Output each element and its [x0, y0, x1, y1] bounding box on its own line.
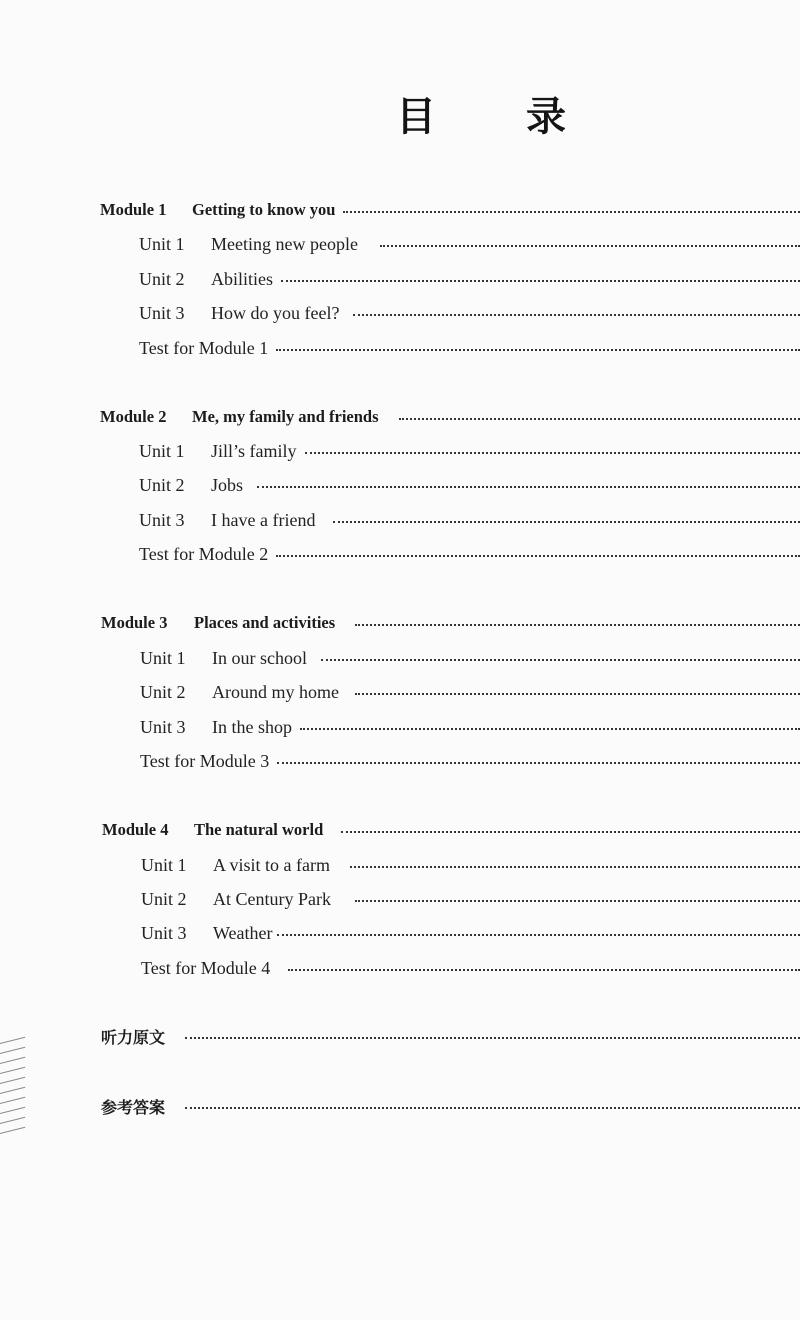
toc-unit[interactable] — [0, 300, 800, 326]
test-title: Test for Module 3 — [140, 750, 270, 771]
unit-number: Unit 1 — [141, 854, 187, 875]
module-title: Getting to know you — [192, 200, 336, 219]
unit-number: Unit 3 — [141, 922, 187, 943]
unit-title: Around my home — [212, 681, 339, 702]
dot-leader — [277, 762, 800, 764]
unit-number: Unit 3 — [139, 509, 185, 530]
toc-unit[interactable] — [0, 852, 800, 878]
unit-title: Weather — [213, 922, 273, 943]
dot-leader — [300, 728, 800, 730]
unit-number: Unit 3 — [139, 302, 185, 323]
toc-unit[interactable] — [0, 507, 800, 533]
test-title: Test for Module 1 — [139, 337, 269, 358]
toc-test[interactable] — [0, 748, 800, 774]
title-char-2: 录 — [526, 94, 566, 140]
unit-title: Jobs — [211, 474, 244, 495]
unit-title: Jill’s family — [211, 440, 297, 461]
unit-number: Unit 2 — [139, 474, 185, 495]
answer-key-label: 参考答案 — [101, 1097, 166, 1117]
toc-unit[interactable] — [0, 472, 800, 498]
dot-leader — [399, 418, 800, 420]
module-number: Module 1 — [100, 200, 167, 219]
toc-unit[interactable] — [0, 714, 800, 740]
toc-unit[interactable] — [0, 886, 800, 912]
unit-title: Abilities — [211, 268, 273, 289]
toc-unit[interactable] — [0, 266, 800, 292]
dot-leader — [355, 693, 800, 695]
unit-number: Unit 1 — [140, 647, 186, 668]
dot-leader — [321, 659, 800, 661]
page-title — [396, 92, 566, 142]
unit-number: Unit 3 — [140, 716, 186, 737]
dot-leader — [333, 521, 800, 523]
unit-number: Unit 2 — [140, 681, 186, 702]
module-number: Module 2 — [100, 407, 167, 426]
unit-title: In the shop — [212, 716, 292, 737]
listening-scripts-label: 听力原文 — [101, 1027, 166, 1047]
toc-test[interactable] — [0, 541, 800, 567]
toc-test[interactable] — [0, 955, 800, 981]
toc-unit[interactable] — [0, 679, 800, 705]
dot-leader — [305, 452, 800, 454]
toc-unit[interactable] — [0, 231, 800, 257]
test-title: Test for Module 4 — [141, 957, 271, 978]
toc-test[interactable] — [0, 335, 800, 361]
module-title: The natural world — [194, 820, 324, 839]
title-char-1: 目 — [396, 94, 436, 140]
unit-title: A visit to a farm — [213, 854, 330, 875]
dot-leader — [185, 1037, 800, 1039]
module-number: Module 4 — [102, 820, 169, 839]
test-title: Test for Module 2 — [139, 543, 269, 564]
dot-leader — [281, 280, 800, 282]
dot-leader — [350, 866, 800, 868]
dot-leader — [353, 314, 800, 316]
module-title: Me, my family and friends — [192, 407, 379, 426]
binding-edge-marks — [0, 1030, 28, 1140]
toc-unit[interactable] — [0, 645, 800, 671]
toc-answer-key[interactable] — [0, 1093, 800, 1119]
dot-leader — [343, 211, 800, 213]
dot-leader — [185, 1107, 800, 1109]
module-title: Places and activities — [194, 613, 336, 632]
unit-number: Unit 1 — [139, 440, 185, 461]
module-number: Module 3 — [101, 613, 168, 632]
toc-listening-scripts[interactable] — [0, 1023, 800, 1049]
unit-title: Meeting new people — [211, 233, 358, 254]
dot-leader — [276, 555, 800, 557]
toc-module-4[interactable] — [0, 817, 800, 843]
toc-module-2[interactable] — [0, 404, 800, 430]
toc-module-3[interactable] — [0, 610, 800, 636]
dot-leader — [288, 969, 800, 971]
dot-leader — [355, 900, 800, 902]
unit-title: In our school — [212, 647, 307, 668]
dot-leader — [276, 349, 800, 351]
dot-leader — [341, 831, 800, 833]
dot-leader — [380, 245, 800, 247]
unit-title: How do you feel? — [211, 302, 340, 323]
unit-number: Unit 1 — [139, 233, 185, 254]
dot-leader — [257, 486, 800, 488]
toc-unit[interactable] — [0, 920, 800, 946]
unit-title: I have a friend — [211, 509, 316, 530]
toc-module-1[interactable] — [0, 197, 800, 223]
unit-title: At Century Park — [213, 888, 331, 909]
unit-number: Unit 2 — [139, 268, 185, 289]
dot-leader — [277, 934, 800, 936]
unit-number: Unit 2 — [141, 888, 187, 909]
toc-unit[interactable] — [0, 438, 800, 464]
dot-leader — [355, 624, 800, 626]
